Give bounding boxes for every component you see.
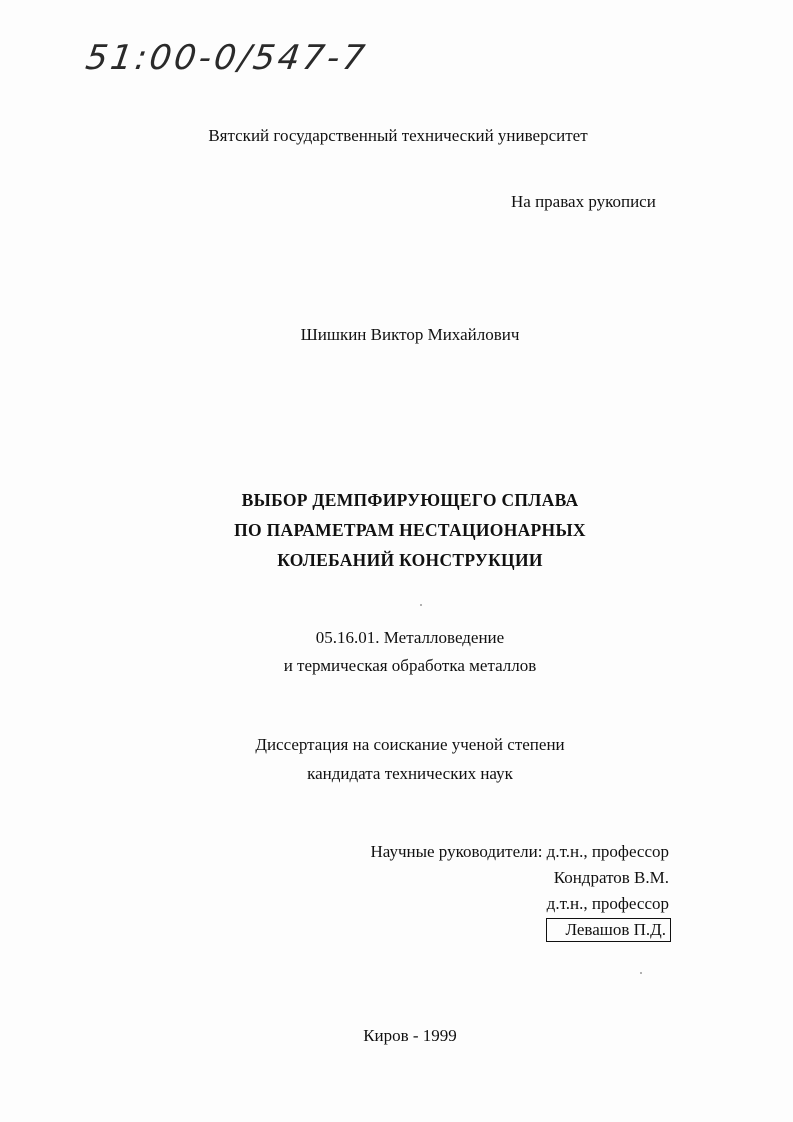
- city-and-year: Киров - 1999: [363, 1026, 457, 1045]
- specialty-line-2: и термическая обработка металлов: [283, 656, 537, 675]
- supervisors-line-1: Научные руководители: д.т.н., профессор: [370, 842, 669, 861]
- thesis-title-line-1: ВЫБОР ДЕМПФИРУЮЩЕГО СПЛАВА: [241, 490, 579, 510]
- supervisors-line-2: Кондратов В.М.: [553, 868, 669, 887]
- supervisors-line-3: д.т.н., профессор: [546, 894, 669, 913]
- author-name: Шишкин Виктор Михайлович: [300, 325, 520, 344]
- supervisors-line-4-boxed: Левашов П.Д.: [546, 918, 671, 942]
- degree-line-1: Диссертация на соискание ученой степени: [255, 735, 565, 754]
- manuscript-rights-note: На правах рукописи: [511, 192, 656, 211]
- thesis-title-line-2: ПО ПАРАМЕТРАМ НЕСТАЦИОНАРНЫХ: [234, 520, 586, 540]
- thesis-title-line-3: КОЛЕБАНИЙ КОНСТРУКЦИИ: [277, 550, 543, 570]
- university-name: Вятский государственный технический университет: [208, 126, 588, 145]
- specialty-line-1: 05.16.01. Металловедение: [315, 628, 505, 647]
- scan-speck: [420, 604, 422, 606]
- degree-line-2: кандидата технических наук: [307, 764, 513, 783]
- scan-speck: [640, 972, 642, 974]
- handwritten-archive-number: 51:00-0/547-7: [83, 38, 370, 78]
